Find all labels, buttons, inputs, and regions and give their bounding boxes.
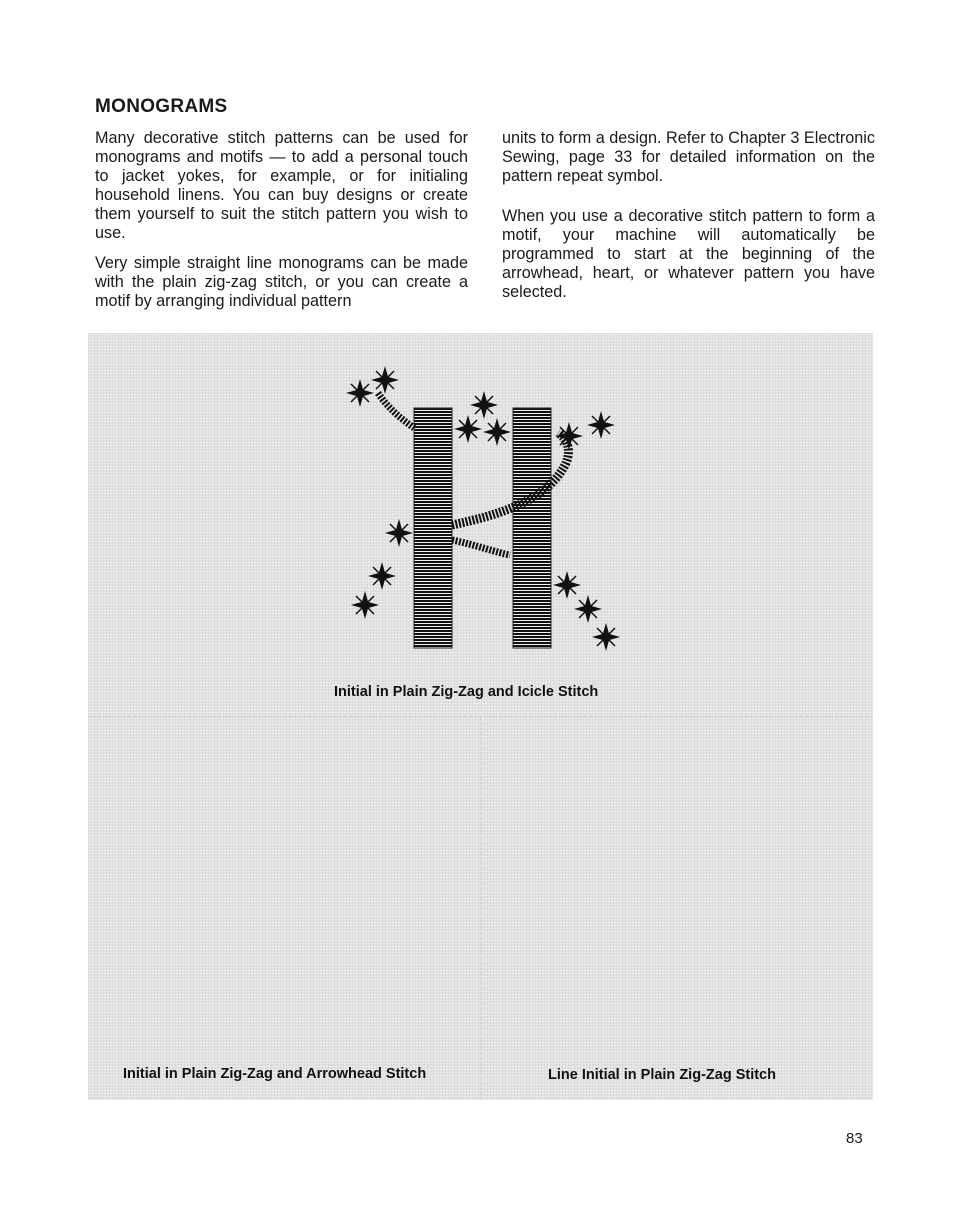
page-heading: MONOGRAMS	[95, 96, 228, 117]
k-initial-figure	[346, 366, 620, 651]
monogram-photo	[88, 333, 873, 1100]
p-figure-caption: Line Initial in Plain Zig-Zag Stitch	[548, 1067, 776, 1083]
pattern-repeat-paragraph: units to form a design. Refer to Chapter 3 Electronic Sewing, page 33 for detailed information on the pattern repeat symbol.	[502, 129, 875, 185]
figure-divider-vertical	[480, 717, 481, 1100]
motif-paragraph: When you use a decorative stitch pattern to form a motif, your machine will automatically be programmed to start at the beginning of the arrowhead, heart, or whatever pattern you have selected.	[502, 207, 875, 301]
page-number: 83	[846, 1130, 863, 1147]
zigzag-paragraph: Very simple straight line monograms can be made with the plain zig-zag stitch, or you can create a motif by arranging individual pattern	[95, 254, 468, 310]
left-column	[95, 129, 468, 322]
intro-paragraph: Many decorative stitch patterns can be used for monograms and motifs — to add a personal touch to jacket yokes, for example, or for initialing household linens. You can buy designs or create them yourself to suit the stitch pattern you wish to use.	[95, 129, 468, 242]
right-column	[502, 129, 875, 313]
k-figure-caption: Initial in Plain Zig-Zag and Icicle Stitch	[334, 684, 599, 700]
y-figure-caption: Initial in Plain Zig-Zag and Arrowhead Stitch	[123, 1066, 427, 1082]
